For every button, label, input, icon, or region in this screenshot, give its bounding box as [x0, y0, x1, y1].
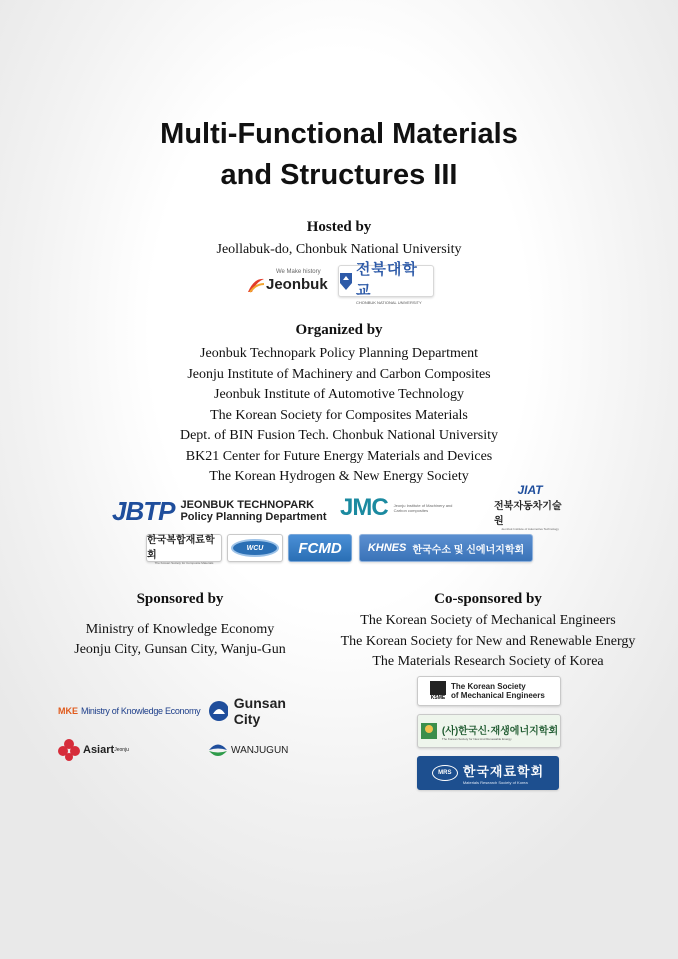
ksnre-logo: (사)한국신·재생에너지학회 The Korean Society for New And Renewable Energy: [417, 714, 561, 748]
wanju-logo: WANJUGUN: [208, 738, 308, 762]
cosponsor-line: The Korean Society of Mechanical Engineers: [360, 613, 616, 628]
jeonbuk-swoosh-icon: [246, 276, 266, 294]
cosponsor-line: The Materials Research Society of Korea: [372, 654, 604, 669]
sponsored-list: [60, 620, 300, 660]
sponsor-line: Jeonju City, Gunsan City, Wanju-Gun: [74, 642, 286, 657]
jmc-logo: JMC Jeonju Institute of Machinery and Carbon composites: [340, 494, 453, 521]
cosponsor-line: The Korean Society for New and Renewable Energy: [340, 633, 636, 649]
asiart-flower-icon: [58, 738, 80, 762]
cnu-emblem-icon: [339, 271, 353, 291]
sponsor-line: Ministry of Knowledge Economy: [85, 622, 275, 637]
organizer-line: The Korean Hydrogen & New Energy Society: [209, 469, 469, 484]
asiart-logo: Asiart Jeonju: [58, 736, 148, 764]
cnu-logo: 전북대학교 CHONBUK NATIONAL UNIVERSITY: [338, 265, 434, 297]
ksme-logo: KSME The Korean Society of Mechanical Engineers: [417, 676, 561, 706]
wanju-emblem-icon: [208, 741, 228, 759]
organizer-line: Jeonbuk Technopark Policy Planning Department: [200, 346, 478, 361]
sponsored-heading: Sponsored by: [136, 591, 224, 607]
organizer-line: The Korean Society for Composites Materials: [210, 407, 468, 423]
organizer-line: Dept. of BIN Fusion Tech. Chonbuk National University: [179, 428, 498, 443]
hosted-heading: Hosted by: [306, 219, 372, 235]
mke-logo: MKE Ministry of Knowledge Economy: [58, 706, 201, 716]
gunsan-emblem-icon: [208, 700, 228, 722]
jeonbuk-logo: We Make history Jeonbuk: [246, 265, 332, 297]
organizer-line: Jeonju Institute of Machinery and Carbon Composites: [187, 366, 491, 382]
fcmd-logo: FCMD: [288, 534, 352, 562]
cosponsored-heading: Co-sponsored by: [434, 591, 542, 607]
wcu-logo: WCU: [227, 534, 283, 562]
organizer-line: Jeonbuk Institute of Automotive Technology: [214, 387, 464, 402]
ksnre-emblem-icon: [420, 721, 438, 741]
page-title: Multi-Functional Materials and Structures III: [160, 118, 518, 191]
organized-list: [0, 344, 678, 488]
cosponsored-list: [328, 611, 648, 673]
organized-heading: Organized by: [295, 322, 383, 338]
hosted-text: Jeollabuk-do, Chonbuk National University: [216, 242, 462, 257]
kscm-logo: 한국복합재료학회 The Korean Society for Composite Materials: [146, 534, 222, 562]
khnes-logo: KHNES 한국수소 및 신에너지학회: [359, 534, 533, 562]
mrs-logo: MRS 한국재료학회 Materials Research Society of Korea: [417, 756, 559, 790]
jbtp-logo: JBTP JEONBUK TECHNOPARK Policy Planning Department: [112, 495, 327, 526]
gunsan-logo: Gunsan City: [208, 698, 308, 724]
organizer-line: BK21 Center for Future Energy Materials and Devices: [185, 448, 493, 464]
jiat-logo: JIAT 전북자동차기술원 Jeonbuk Institute of Automotive Technology: [494, 483, 562, 531]
